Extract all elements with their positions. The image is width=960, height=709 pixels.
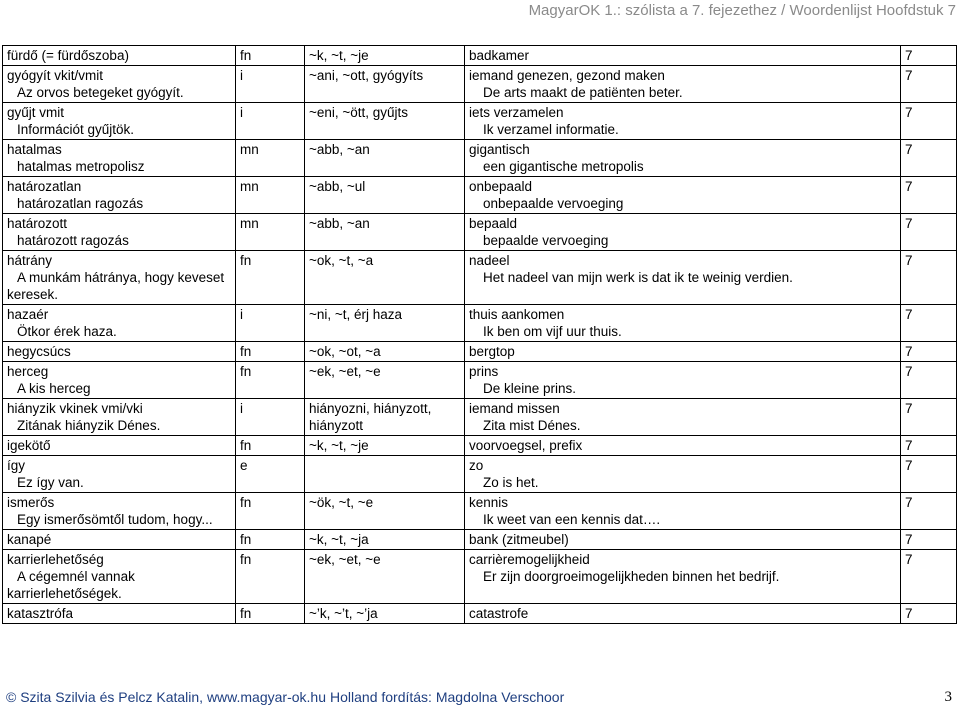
hungarian-example: határozott ragozás — [17, 233, 129, 248]
chapter-cell — [901, 177, 957, 214]
dutch-translation: iemand genezen, gezond maken — [469, 68, 665, 83]
dutch-example: Het nadeel van mijn werk is dat ik te weinig verdien. — [483, 270, 793, 285]
dutch-example: Zita mist Dénes. — [483, 418, 581, 433]
hungarian-word: így — [7, 458, 26, 473]
dutch-cell — [465, 66, 901, 103]
table-row — [3, 362, 957, 399]
forms-cell — [305, 251, 465, 305]
part-of-speech: i — [240, 401, 243, 416]
chapter-cell — [901, 550, 957, 604]
table-row — [3, 305, 957, 342]
hungarian-example-cont: karrierlehetőségek. — [7, 586, 122, 601]
hungarian-cell — [3, 103, 236, 140]
table-row — [3, 436, 957, 456]
hungarian-word: herceg — [7, 364, 49, 379]
dutch-example: Ik verzamel informatie. — [483, 122, 619, 137]
dutch-translation: bank (zitmeubel) — [469, 532, 569, 547]
vocabulary-table — [2, 45, 957, 624]
pos-cell — [236, 251, 305, 305]
dutch-cell — [465, 362, 901, 399]
part-of-speech: fn — [240, 552, 252, 567]
translation-credit: Holland fordítás: Magdolna Verschoor — [330, 689, 565, 705]
hungarian-word: hazaér — [7, 307, 49, 322]
forms-cell — [305, 604, 465, 624]
hungarian-word: határozott — [7, 216, 68, 231]
table-row — [3, 456, 957, 493]
dutch-example: De arts maakt de patiënten beter. — [483, 85, 683, 100]
pos-cell — [236, 493, 305, 530]
forms-cell — [305, 550, 465, 604]
hungarian-word: ismerős — [7, 495, 55, 510]
hungarian-cell — [3, 436, 236, 456]
hungarian-cell — [3, 46, 236, 66]
dutch-cell — [465, 177, 901, 214]
chapter-number: 7 — [905, 458, 913, 473]
table-row — [3, 140, 957, 177]
dutch-cell — [465, 103, 901, 140]
page-number: 3 — [944, 689, 952, 705]
table-row — [3, 530, 957, 550]
pos-cell — [236, 140, 305, 177]
hungarian-word: hegycsúcs — [7, 344, 71, 359]
part-of-speech: fn — [240, 48, 252, 63]
forms-cell — [305, 214, 465, 251]
hungarian-example-cont: keresek. — [7, 287, 59, 302]
part-of-speech: i — [240, 105, 243, 120]
word-forms: ~ek, ~et, ~e — [309, 552, 381, 567]
table-row — [3, 177, 957, 214]
part-of-speech: mn — [240, 179, 259, 194]
forms-cell — [305, 103, 465, 140]
dutch-translation: iemand missen — [469, 401, 560, 416]
hungarian-word: igekötő — [7, 438, 51, 453]
word-forms-cont: hiányzott — [309, 418, 364, 433]
hungarian-word: hátrány — [7, 253, 53, 268]
table-row — [3, 251, 957, 305]
dutch-translation: iets verzamelen — [469, 105, 564, 120]
word-forms: ~ök, ~t, ~e — [309, 495, 374, 510]
dutch-example: bepaalde vervoeging — [483, 233, 609, 248]
pos-cell — [236, 456, 305, 493]
dutch-cell — [465, 305, 901, 342]
part-of-speech: fn — [240, 364, 252, 379]
forms-cell — [305, 140, 465, 177]
pos-cell — [236, 436, 305, 456]
word-forms: ~’k, ~’t, ~’ja — [309, 606, 378, 621]
chapter-cell — [901, 436, 957, 456]
hungarian-cell — [3, 493, 236, 530]
forms-cell — [305, 177, 465, 214]
word-forms: ~ni, ~t, érj haza — [309, 307, 403, 322]
chapter-cell — [901, 399, 957, 436]
dutch-translation: kennis — [469, 495, 509, 510]
hungarian-word: katasztrófa — [7, 606, 74, 621]
dutch-cell — [465, 46, 901, 66]
chapter-cell — [901, 103, 957, 140]
part-of-speech: fn — [240, 495, 252, 510]
forms-cell — [305, 530, 465, 550]
dutch-translation: gigantisch — [469, 142, 530, 157]
hungarian-word: hatalmas — [7, 142, 62, 157]
table-row — [3, 66, 957, 103]
hungarian-cell — [3, 342, 236, 362]
forms-cell — [305, 399, 465, 436]
dutch-translation: carrièremogelijkheid — [469, 552, 590, 567]
dutch-cell — [465, 251, 901, 305]
chapter-cell — [901, 214, 957, 251]
hungarian-cell — [3, 305, 236, 342]
dutch-translation: prins — [469, 364, 499, 379]
part-of-speech: e — [240, 458, 248, 473]
hungarian-example: A cégemnél vannak — [17, 569, 135, 584]
pos-cell — [236, 550, 305, 604]
chapter-number: 7 — [905, 105, 913, 120]
pos-cell — [236, 66, 305, 103]
chapter-number: 7 — [905, 364, 913, 379]
chapter-number: 7 — [905, 401, 913, 416]
chapter-cell — [901, 493, 957, 530]
part-of-speech: fn — [240, 532, 252, 547]
page-header: MagyarOK 1.: szólista a 7. fejezethez / Woordenlijst Hoofdstuk 7 — [528, 2, 956, 19]
dutch-cell — [465, 604, 901, 624]
word-forms: ~abb, ~an — [309, 142, 370, 157]
dutch-example: Er zijn doorgroeimogelijkheden binnen het bedrijf. — [483, 569, 780, 584]
forms-cell — [305, 493, 465, 530]
dutch-translation: badkamer — [469, 48, 530, 63]
dutch-cell — [465, 456, 901, 493]
hungarian-example: A munkám hátránya, hogy keveset — [17, 270, 225, 285]
pos-cell — [236, 604, 305, 624]
dutch-example: onbepaalde vervoeging — [483, 196, 624, 211]
word-forms: hiányozni, hiányzott, — [309, 401, 432, 416]
dutch-translation: voorvoegsel, prefix — [469, 438, 583, 453]
table-row — [3, 493, 957, 530]
hungarian-cell — [3, 530, 236, 550]
dutch-translation: catastrofe — [469, 606, 529, 621]
dutch-example: een gigantische metropolis — [483, 159, 644, 174]
hungarian-cell — [3, 251, 236, 305]
copyright-text: © Szita Szilvia és Pelcz Katalin, www.magyar-ok.hu — [6, 689, 326, 705]
table-row — [3, 214, 957, 251]
chapter-cell — [901, 305, 957, 342]
pos-cell — [236, 103, 305, 140]
chapter-number: 7 — [905, 495, 913, 510]
chapter-number: 7 — [905, 532, 913, 547]
dutch-example: Zo is het. — [483, 475, 539, 490]
dutch-cell — [465, 140, 901, 177]
chapter-cell — [901, 604, 957, 624]
dutch-translation: onbepaald — [469, 179, 533, 194]
pos-cell — [236, 214, 305, 251]
hungarian-example: Zitának hiányzik Dénes. — [17, 418, 161, 433]
dutch-example: De kleine prins. — [483, 381, 577, 396]
chapter-number: 7 — [905, 48, 913, 63]
part-of-speech: fn — [240, 438, 252, 453]
hungarian-example: A kis herceg — [17, 381, 91, 396]
chapter-number: 7 — [905, 606, 913, 621]
hungarian-cell — [3, 550, 236, 604]
pos-cell — [236, 399, 305, 436]
part-of-speech: fn — [240, 253, 252, 268]
word-forms: ~ek, ~et, ~e — [309, 364, 381, 379]
pos-cell — [236, 530, 305, 550]
hungarian-example: Ötkor érek haza. — [17, 324, 117, 339]
hungarian-word: gyógyít vkit/vmit — [7, 68, 104, 83]
hungarian-example: határozatlan ragozás — [17, 196, 144, 211]
part-of-speech: i — [240, 68, 243, 83]
dutch-translation: bepaald — [469, 216, 518, 231]
chapter-cell — [901, 456, 957, 493]
dutch-translation: bergtop — [469, 344, 515, 359]
chapter-cell — [901, 362, 957, 399]
pos-cell — [236, 46, 305, 66]
table-row — [3, 550, 957, 604]
dutch-cell — [465, 399, 901, 436]
hungarian-example: Egy ismerősömtől tudom, hogy... — [17, 512, 213, 527]
pos-cell — [236, 362, 305, 399]
part-of-speech: fn — [240, 344, 252, 359]
hungarian-word: karrierlehetőség — [7, 552, 104, 567]
hungarian-example: Információt gyűjtök. — [17, 122, 135, 137]
hungarian-word: hiányzik vkinek vmi/vki — [7, 401, 143, 416]
hungarian-cell — [3, 177, 236, 214]
hungarian-cell — [3, 399, 236, 436]
dutch-translation: thuis aankomen — [469, 307, 565, 322]
chapter-cell — [901, 46, 957, 66]
word-forms: ~k, ~t, ~je — [309, 438, 369, 453]
forms-cell — [305, 305, 465, 342]
dutch-example: Ik ben om vijf uur thuis. — [483, 324, 622, 339]
hungarian-cell — [3, 140, 236, 177]
part-of-speech: mn — [240, 142, 259, 157]
dutch-example: Ik weet van een kennis dat…. — [483, 512, 661, 527]
hungarian-word: fürdő (= fürdőszoba) — [7, 48, 129, 63]
forms-cell — [305, 362, 465, 399]
word-forms: ~ani, ~ott, gyógyíts — [309, 68, 424, 83]
word-forms: ~ok, ~ot, ~a — [309, 344, 381, 359]
part-of-speech: i — [240, 307, 243, 322]
word-forms: ~k, ~t, ~je — [309, 48, 369, 63]
dutch-cell — [465, 436, 901, 456]
table-row — [3, 46, 957, 66]
forms-cell — [305, 342, 465, 362]
dutch-translation: zo — [469, 458, 484, 473]
word-forms: ~abb, ~an — [309, 216, 370, 231]
chapter-number: 7 — [905, 552, 913, 567]
chapter-cell — [901, 530, 957, 550]
hungarian-word: gyűjt vmit — [7, 105, 65, 120]
chapter-number: 7 — [905, 438, 913, 453]
chapter-number: 7 — [905, 179, 913, 194]
table-row — [3, 342, 957, 362]
part-of-speech: fn — [240, 606, 252, 621]
table-row — [3, 604, 957, 624]
hungarian-cell — [3, 456, 236, 493]
chapter-cell — [901, 251, 957, 305]
dutch-translation: nadeel — [469, 253, 510, 268]
forms-cell — [305, 436, 465, 456]
hungarian-example: Ez így van. — [17, 475, 84, 490]
hungarian-example: hatalmas metropolisz — [17, 159, 145, 174]
forms-cell — [305, 456, 465, 493]
chapter-cell — [901, 342, 957, 362]
forms-cell — [305, 66, 465, 103]
word-forms: ~ok, ~t, ~a — [309, 253, 374, 268]
hungarian-cell — [3, 66, 236, 103]
pos-cell — [236, 177, 305, 214]
chapter-number: 7 — [905, 216, 913, 231]
pos-cell — [236, 342, 305, 362]
chapter-number: 7 — [905, 307, 913, 322]
table-row — [3, 399, 957, 436]
dutch-cell — [465, 493, 901, 530]
hungarian-cell — [3, 604, 236, 624]
table-row — [3, 103, 957, 140]
word-forms: ~abb, ~ul — [309, 179, 366, 194]
chapter-cell — [901, 140, 957, 177]
chapter-number: 7 — [905, 68, 913, 83]
hungarian-example: Az orvos betegeket gyógyít. — [17, 85, 184, 100]
hungarian-word: kanapé — [7, 532, 52, 547]
hungarian-cell — [3, 362, 236, 399]
page-footer — [0, 686, 960, 708]
word-forms: ~k, ~t, ~ja — [309, 532, 369, 547]
dutch-cell — [465, 214, 901, 251]
chapter-cell — [901, 66, 957, 103]
part-of-speech: mn — [240, 216, 259, 231]
dutch-cell — [465, 550, 901, 604]
chapter-number: 7 — [905, 344, 913, 359]
forms-cell — [305, 46, 465, 66]
chapter-number: 7 — [905, 142, 913, 157]
hungarian-word: határozatlan — [7, 179, 82, 194]
pos-cell — [236, 305, 305, 342]
chapter-number: 7 — [905, 253, 913, 268]
dutch-cell — [465, 530, 901, 550]
dutch-cell — [465, 342, 901, 362]
word-forms: ~eni, ~ött, gyűjts — [309, 105, 409, 120]
hungarian-cell — [3, 214, 236, 251]
